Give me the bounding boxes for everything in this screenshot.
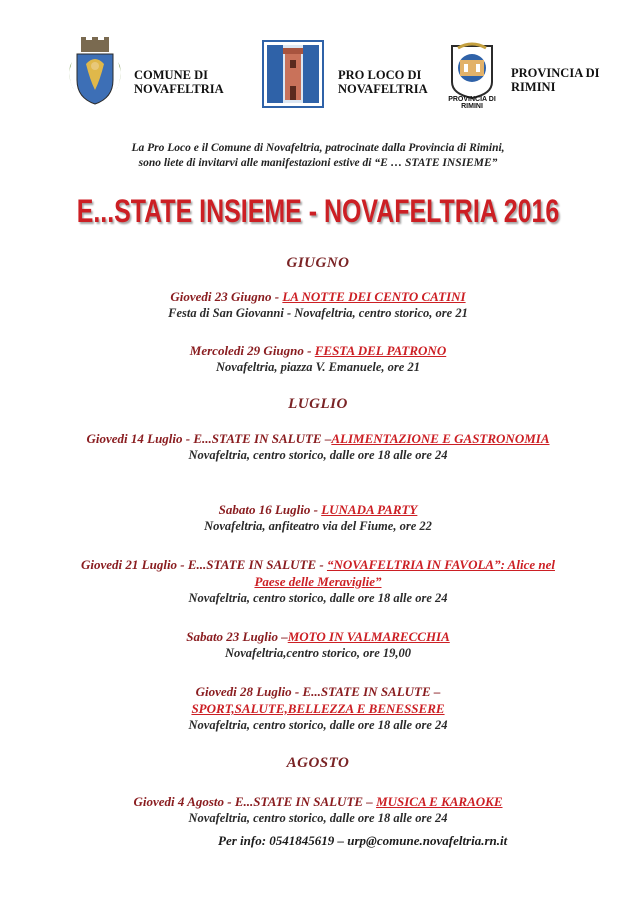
proloco-label-line2: NOVAFELTRIA: [338, 82, 428, 96]
event-place: Novafeltria, anfiteatro via del Fiume, ore 22: [204, 519, 432, 533]
event-heading: [60, 556, 576, 590]
event-date: Giovedi 23 Giugno -: [170, 289, 283, 304]
event-title: MUSICA E KARAOKE: [376, 794, 503, 809]
event-date: Sabato 16 Luglio -: [218, 502, 322, 517]
event-heading: [60, 793, 576, 810]
event-item: [60, 556, 576, 607]
event-heading: [60, 683, 576, 717]
event-heading: [60, 288, 576, 305]
proloco-tower-logo: [262, 40, 324, 108]
event-place: Novafeltria, centro storico, dalle ore 18 alle ore 24: [188, 591, 448, 605]
intro-line-1: La Pro Loco e il Comune di Novafeltria, patrocinate dalla Provincia di Rimini,: [131, 142, 505, 154]
event-item: [60, 793, 576, 827]
provincia-logo-text: PROVINCIA DI RIMINI: [448, 96, 496, 110]
month-heading-june: GIUGNO: [286, 255, 350, 271]
provincia-rimini-logo: [446, 38, 498, 110]
comune-label-line2: NOVAFELTRIA: [134, 82, 224, 96]
event-date: Mercoledi 29 Giugno -: [189, 343, 315, 358]
intro-line-2: sono liete di invitarvi alle manifestazioni estive di “E … STATE INSIEME”: [138, 157, 498, 169]
comune-coat-of-arms-logo: [64, 36, 126, 108]
provincia-label-line2: RIMINI: [511, 80, 556, 94]
event-heading: [60, 430, 576, 447]
event-place: Novafeltria, centro storico, dalle ore 18 alle ore 24: [188, 448, 448, 462]
event-heading: [60, 501, 576, 518]
event-item: [60, 342, 576, 376]
event-title: LUNADA PARTY: [321, 502, 418, 517]
contact-info: Per info: 0541845619 – urp@comune.novafeltria.rn.it: [218, 833, 508, 848]
event-item: [60, 288, 576, 322]
event-place: Novafeltria,centro storico, ore 19,00: [224, 646, 412, 660]
intro-text: [40, 141, 596, 171]
event-title: MOTO IN VALMARECCHIA: [287, 629, 450, 644]
event-place: Festa di San Giovanni - Novafeltria, centro storico, ore 21: [168, 306, 468, 320]
event-title: “NOVAFELTRIA IN FAVOLA”: Alice nel Paese delle Meraviglie”: [254, 557, 555, 589]
proloco-label-line1: PRO LOCO DI: [338, 68, 422, 82]
event-date: Sabato 23 Luglio –: [186, 629, 288, 644]
event-heading: [60, 342, 576, 359]
event-place: Novafeltria, centro storico, dalle ore 18 alle ore 24: [188, 811, 448, 825]
month-heading-july: LUGLIO: [288, 396, 348, 412]
event-item: [60, 430, 576, 464]
proloco-label: [338, 68, 428, 96]
event-title: LA NOTTE DEI CENTO CATINI: [282, 289, 466, 304]
event-date: Giovedi 28 Luglio - E...STATE IN SALUTE –: [195, 684, 441, 699]
event-date: Giovedi 4 Agosto - E...STATE IN SALUTE –: [133, 794, 377, 809]
event-item: [60, 501, 576, 535]
event-title: FESTA DEL PATRONO: [314, 343, 447, 358]
event-heading: [60, 628, 576, 645]
provincia-label: [511, 66, 600, 94]
event-title: SPORT,SALUTE,BELLEZZA E BENESSERE: [191, 701, 445, 716]
month-heading-august: AGOSTO: [286, 755, 350, 771]
event-place: Novafeltria, centro storico, dalle ore 18 alle ore 24: [188, 718, 448, 732]
event-place: Novafeltria, piazza V. Emanuele, ore 21: [216, 360, 420, 374]
event-item: [60, 628, 576, 662]
main-title: E...STATE INSIEME - NOVAFELTRIA 2016: [76, 193, 560, 229]
event-date: Giovedi 21 Luglio - E...STATE IN SALUTE -: [81, 557, 327, 572]
event-date: Giovedi 14 Luglio - E...STATE IN SALUTE –: [86, 431, 332, 446]
comune-label-line1: COMUNE DI: [134, 68, 208, 82]
comune-label: [134, 68, 224, 96]
provincia-label-line1: PROVINCIA DI: [511, 66, 600, 80]
event-item: [60, 683, 576, 734]
event-title: ALIMENTAZIONE E GASTRONOMIA: [331, 431, 550, 446]
